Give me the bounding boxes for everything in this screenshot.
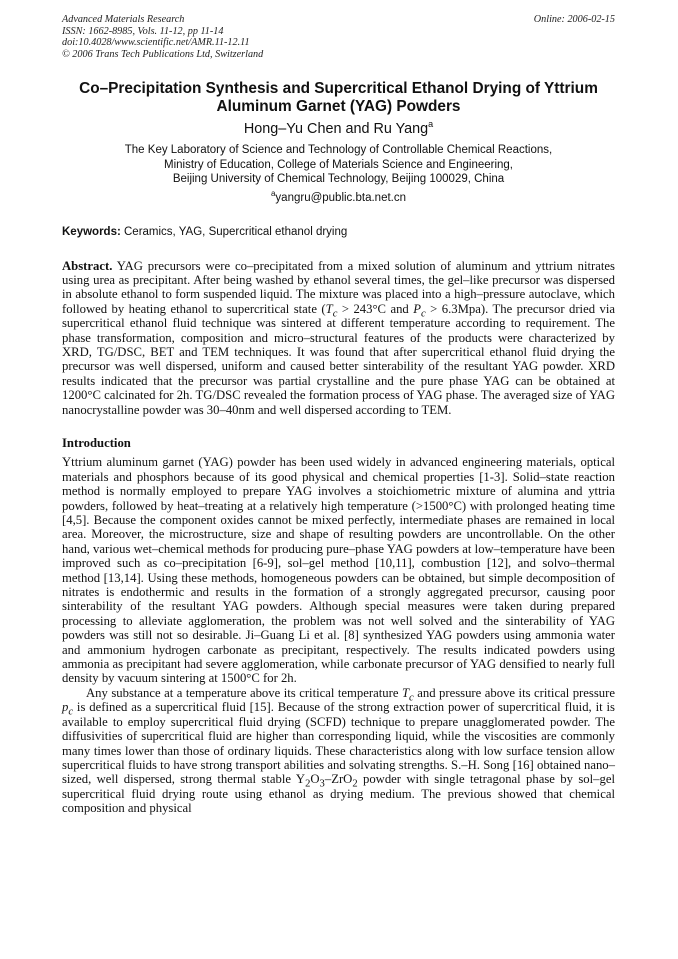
author-superscript: a xyxy=(428,119,434,130)
abstract-text-1: YAG precursors were co–precipitated from a mixed solution of aluminum and yttrium nitrates using urea as precipitant. After being washed by ethanol several times, the gel–like precursor was dispersed in absolute ethanol to form suspended liquid. The mixture was placed into a high–pressure autoclave, which followed by heating ethanol to supercritical state ( xyxy=(62,258,615,316)
zr-subscript: 2 xyxy=(352,778,358,790)
email-superscript: a xyxy=(270,188,276,198)
authors xyxy=(62,120,615,138)
keywords-list: Ceramics, YAG, Supercritical ethanol drying xyxy=(124,225,348,238)
pc-symbol-2: p xyxy=(62,700,69,715)
section-heading-introduction: Introduction xyxy=(62,435,131,450)
oxide-o: O xyxy=(310,772,320,787)
paper-page xyxy=(62,14,615,816)
pc-subscript: c xyxy=(421,308,426,320)
abstract xyxy=(62,259,615,417)
copyright: © 2006 Trans Tech Publications Ltd, Switzerland xyxy=(62,48,264,60)
o-subscript: 3 xyxy=(319,778,325,790)
author-email xyxy=(62,188,615,205)
affiliation xyxy=(62,143,615,187)
pc-subscript-2: c xyxy=(68,706,74,718)
keywords xyxy=(62,225,615,239)
affiliation-line-2: Ministry of Education, College of Materials Science and Engineering, xyxy=(163,158,514,171)
tc-symbol: T xyxy=(325,301,333,316)
abstract-label: Abstract. xyxy=(62,258,113,273)
keywords-label: Keywords: xyxy=(62,225,121,238)
intro2-text-c: is defined as a supercritical fluid [15]. Because of the strong extraction power of supercritical fluid, it is available to employ supercritical fluid drying (SCFD) technique to prepare unagglomerated powder. The diffusivities of supercritical fluid are higher than corresponding liquid, while the viscosities are commonly many times lower than those of ordinary liquids. These characteristics along with low surface tension allow supercritical fluids to have strong transport abilities and solvating strengths. S.–H. Song [16] obtained nano–sized, well dispersed, strong thermal stable Y xyxy=(62,700,615,787)
affiliation-line-3: Beijing University of Chemical Technology, Beijing 100029, China xyxy=(172,173,505,185)
intro2-text-d: –ZrO xyxy=(324,772,353,787)
tc-symbol-2: T xyxy=(401,685,410,700)
pc-symbol: P xyxy=(413,301,421,316)
journal-name: Advanced Materials Research xyxy=(62,14,185,25)
paper-title xyxy=(62,80,615,116)
issn: ISSN: 1662-8985, Vols. 11-12, pp 11-14 xyxy=(62,25,224,37)
y-subscript: 2 xyxy=(305,778,311,790)
abstract-text-2: > 243°C and xyxy=(337,301,414,316)
intro2-text-a: Any substance at a temperature above its critical temperature xyxy=(86,685,402,700)
intro-paragraph-2 xyxy=(62,686,615,816)
journal-header xyxy=(62,14,615,60)
author-names: Hong–Yu Chen and Ru Yang xyxy=(243,121,429,137)
intro-paragraph-1: Yttrium aluminum garnet (YAG) powder has been used widely in advanced engineering materials, optical materials and phosphors because of its good physical and chemical properties [1-3]. Solid–state reaction method is normally employed to prepare YAG involves a stoichiometric mixture of alumina and yttria powders, followed by heat–treating at a relatively high temperature (>1500°C) with prolonged heating time [4,5]. Because the component oxides cannot be mixed perfectly, intermediate phases are remained in local area. Moreover, the microstructure, size and shape of resulting powders are uncontrollable. On the other hand, various wet–chemical methods for producing pure–phase YAG powders at low–temperature have been improved such as co–precipitation [6-9], sol–gel method [10,11], combustion [12], and solvo–thermal method [13,14]. Using these methods, homogeneous powders can be obtained, but simple decomposition of nitrates is endothermic and results in the formation of a strongly aggregated precursor, causing poor sinterability of the resultant YAG powders. Although special measures were taken during prepared processing to alleviate agglomeration, the problem was not well solved and the sinterability of YAG powders was still not so desirable. Ji–Guang Li et al. [8] synthesized YAG powders using ammonia water and ammonium hydrogen carbonate as precipitant, respectively. The results indicated powders using ammonia as precipitant had severe agglomeration, while carbonate precursor of YAG densified to nearly full density by vacuum sintering at 1500°C for 2h. xyxy=(62,455,615,686)
email-address: yangru@public.bta.net.cn xyxy=(275,191,407,204)
abstract-text-3: > 6.3Mpa). The precursor dried via supercritical ethanol fluid technique was sintered at different temperature according to requirement. The phase transformation, composition and micro–structural features of the products were characterized by XRD, TG/DSC, BET and TEM techniques. It was found that after supercritical ethanol fluid drying the precursor was well dispersed, uniform and caused better sinterability of the resultant YAG powder. XRD results indicated that the precursor was partial crystalline and the pure phase YAG can be obtained at 1200°C calcinated for 2h. TG/DSC revealed the formation process of YAG phase. The averaged size of YAG nanocrystalline powder was 30–40nm and well dispersed according to TEM. xyxy=(62,301,616,417)
doi: doi:10.4028/www.scientific.net/AMR.11-12.11 xyxy=(62,37,250,48)
title-line-2: Aluminum Garnet (YAG) Powders xyxy=(216,98,461,115)
title-line-1: Co–Precipitation Synthesis and Supercritical Ethanol Drying of Yttrium xyxy=(79,80,598,97)
intro2-text-b: and pressure above its critical pressure xyxy=(413,685,615,700)
intro2-text-e: powder with single tetragonal phase by sol–gel supercritical fluid drying route using ethanol as drying medium. The previous showed that chemical composition and physical xyxy=(62,772,615,816)
tc-subscript: c xyxy=(332,308,338,320)
online-date: Online: 2006-02-15 xyxy=(533,14,615,25)
tc-subscript-2: c xyxy=(409,692,414,704)
affiliation-line-1: The Key Laboratory of Science and Technology of Controllable Chemical Reactions, xyxy=(124,144,553,156)
